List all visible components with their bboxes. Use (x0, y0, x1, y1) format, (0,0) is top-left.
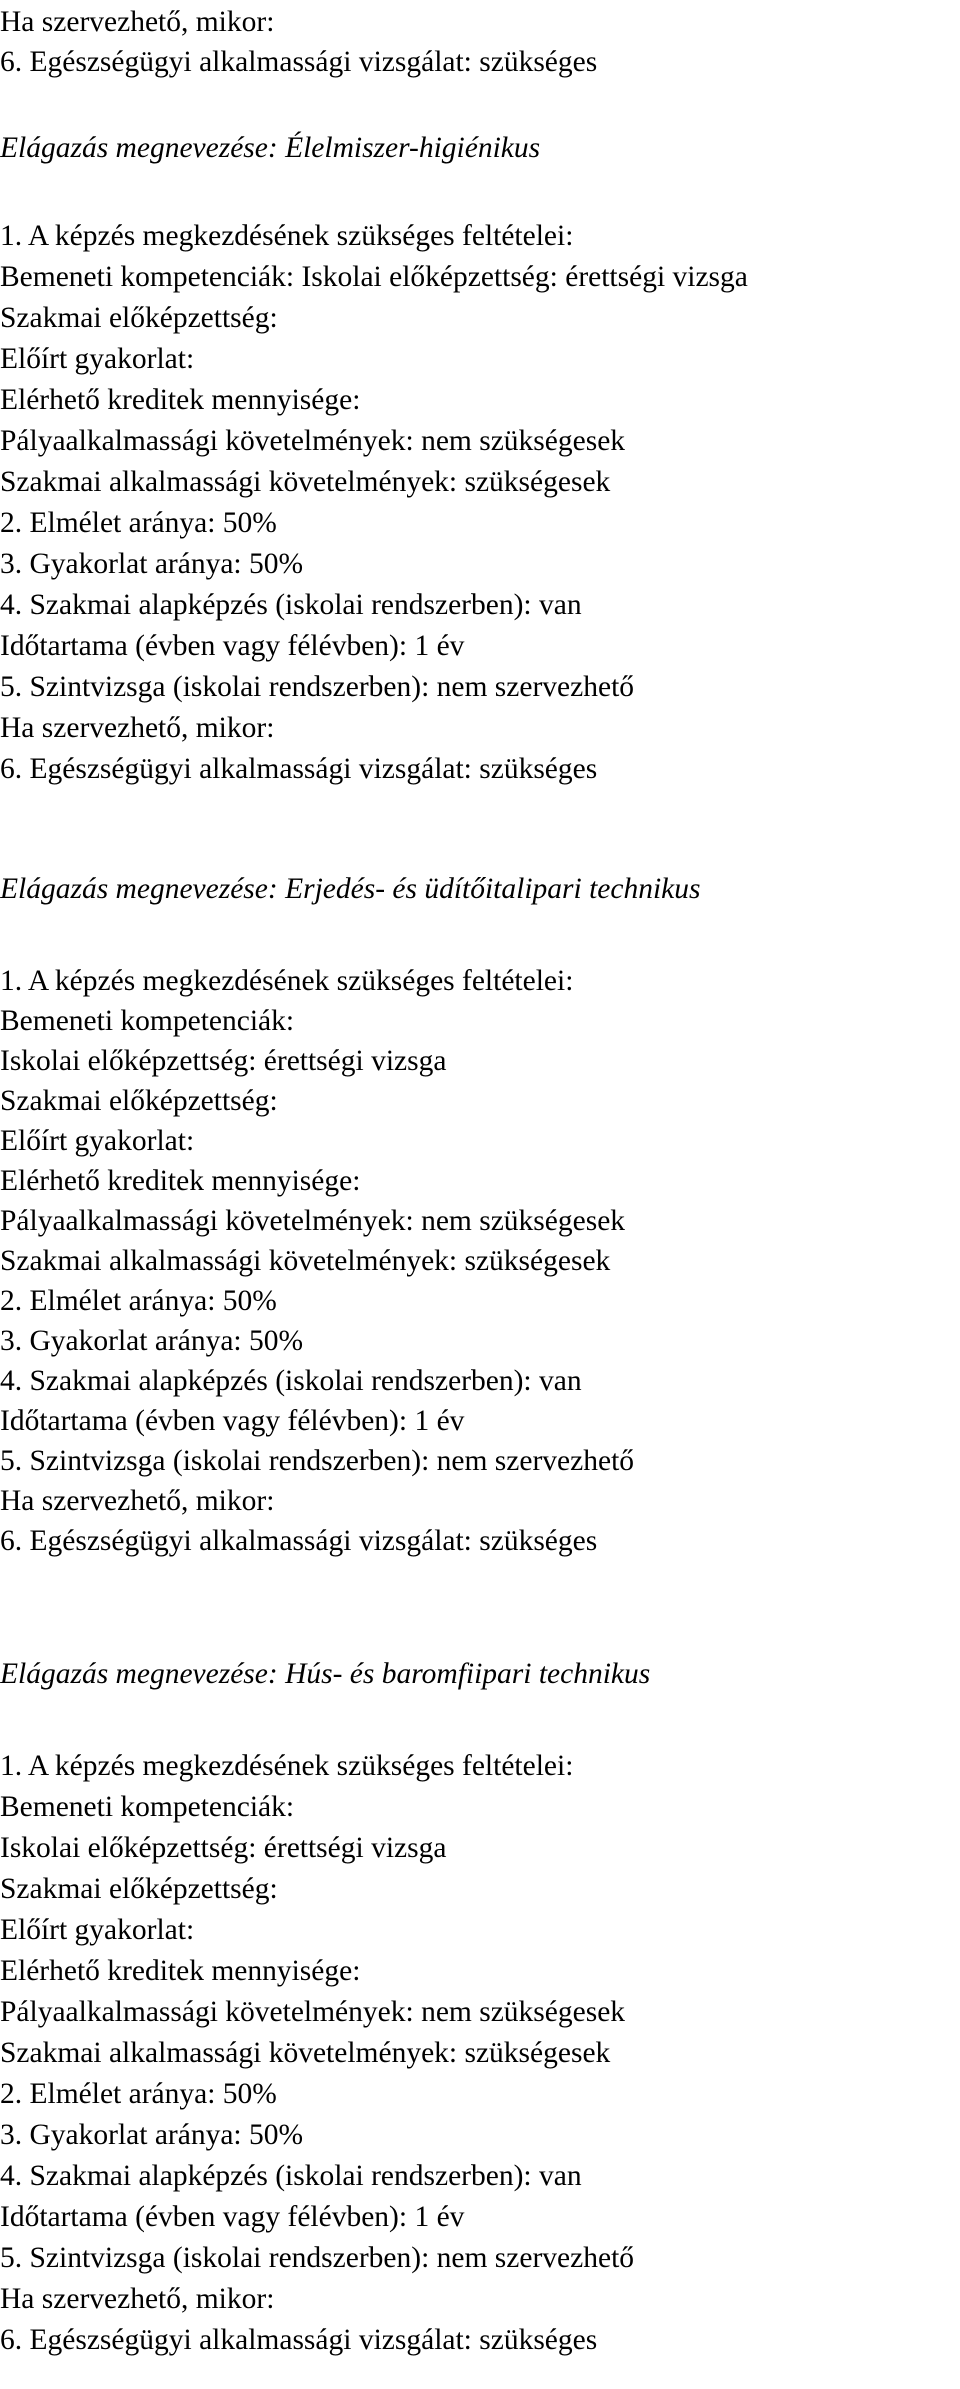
text-line: Szakmai előképzettség: (0, 302, 278, 334)
section-heading: Elágazás megnevezése: Erjedés- és üdítőitalipari technikus (0, 873, 701, 905)
text-line: Ha szervezhető, mikor: (0, 1485, 275, 1517)
text-line: 6. Egészségügyi alkalmassági vizsgálat: szükséges (0, 2324, 598, 2356)
text-line: Elérhető kreditek mennyisége: (0, 1165, 361, 1197)
text-line: Szakmai előképzettség: (0, 1085, 278, 1117)
text-line: 6. Egészségügyi alkalmassági vizsgálat: szükséges (0, 1525, 598, 1557)
text-line: Előírt gyakorlat: (0, 343, 195, 375)
text-line: 3. Gyakorlat aránya: 50% (0, 548, 304, 580)
text-line: Előírt gyakorlat: (0, 1914, 195, 1946)
text-line: Bemeneti kompetenciák: Iskolai előképzettség: érettségi vizsga (0, 261, 748, 293)
text-line: Iskolai előképzettség: érettségi vizsga (0, 1832, 447, 1864)
text-line: Iskolai előképzettség: érettségi vizsga (0, 1045, 447, 1077)
text-line: 4. Szakmai alapképzés (iskolai rendszerben): van (0, 589, 582, 621)
text-line: Időtartama (évben vagy félévben): 1 év (0, 1405, 465, 1437)
text-line: Időtartama (évben vagy félévben): 1 év (0, 2201, 465, 2233)
text-line: 2. Elmélet aránya: 50% (0, 1285, 277, 1317)
text-line: 5. Szintvizsga (iskolai rendszerben): nem szervezhető (0, 2242, 635, 2274)
text-line: Pályaalkalmassági követelmények: nem szükségesek (0, 425, 626, 457)
text-line: Szakmai előképzettség: (0, 1873, 278, 1905)
text-line: 1. A képzés megkezdésének szükséges feltételei: (0, 965, 574, 997)
text-line: 5. Szintvizsga (iskolai rendszerben): nem szervezhető (0, 1445, 635, 1477)
text-line: Ha szervezhető, mikor: (0, 712, 275, 744)
text-line: 2. Elmélet aránya: 50% (0, 2078, 277, 2110)
text-line: Bemeneti kompetenciák: (0, 1791, 295, 1823)
text-line: 1. A képzés megkezdésének szükséges feltételei: (0, 220, 574, 252)
text-line: 6. Egészségügyi alkalmassági vizsgálat: szükséges (0, 753, 598, 785)
text-line: Pályaalkalmassági követelmények: nem szükségesek (0, 1996, 626, 2028)
text-line: 3. Gyakorlat aránya: 50% (0, 2119, 304, 2151)
text-line: Bemeneti kompetenciák: (0, 1005, 295, 1037)
text-line: Időtartama (évben vagy félévben): 1 év (0, 630, 465, 662)
text-line: 4. Szakmai alapképzés (iskolai rendszerben): van (0, 2160, 582, 2192)
text-line: Szakmai alkalmassági követelmények: szükségesek (0, 1245, 611, 1277)
text-line: Elérhető kreditek mennyisége: (0, 384, 361, 416)
text-line: Szakmai alkalmassági követelmények: szükségesek (0, 2037, 611, 2069)
text-line: 5. Szintvizsga (iskolai rendszerben): nem szervezhető (0, 671, 635, 703)
text-line: Ha szervezhető, mikor: (0, 6, 275, 38)
text-line: Ha szervezhető, mikor: (0, 2283, 275, 2315)
text-line: 2. Elmélet aránya: 50% (0, 507, 277, 539)
section-heading: Elágazás megnevezése: Élelmiszer-higiénikus (0, 132, 541, 164)
text-line: Szakmai alkalmassági követelmények: szükségesek (0, 466, 611, 498)
text-line: 4. Szakmai alapképzés (iskolai rendszerben): van (0, 1365, 582, 1397)
text-line: Pályaalkalmassági követelmények: nem szükségesek (0, 1205, 626, 1237)
text-line: 1. A képzés megkezdésének szükséges feltételei: (0, 1750, 574, 1782)
section-heading: Elágazás megnevezése: Hús- és baromfiipari technikus (0, 1658, 651, 1690)
text-line: Elérhető kreditek mennyisége: (0, 1955, 361, 1987)
text-line: 3. Gyakorlat aránya: 50% (0, 1325, 304, 1357)
text-line: Előírt gyakorlat: (0, 1125, 195, 1157)
text-line: 6. Egészségügyi alkalmassági vizsgálat: szükséges (0, 46, 598, 78)
